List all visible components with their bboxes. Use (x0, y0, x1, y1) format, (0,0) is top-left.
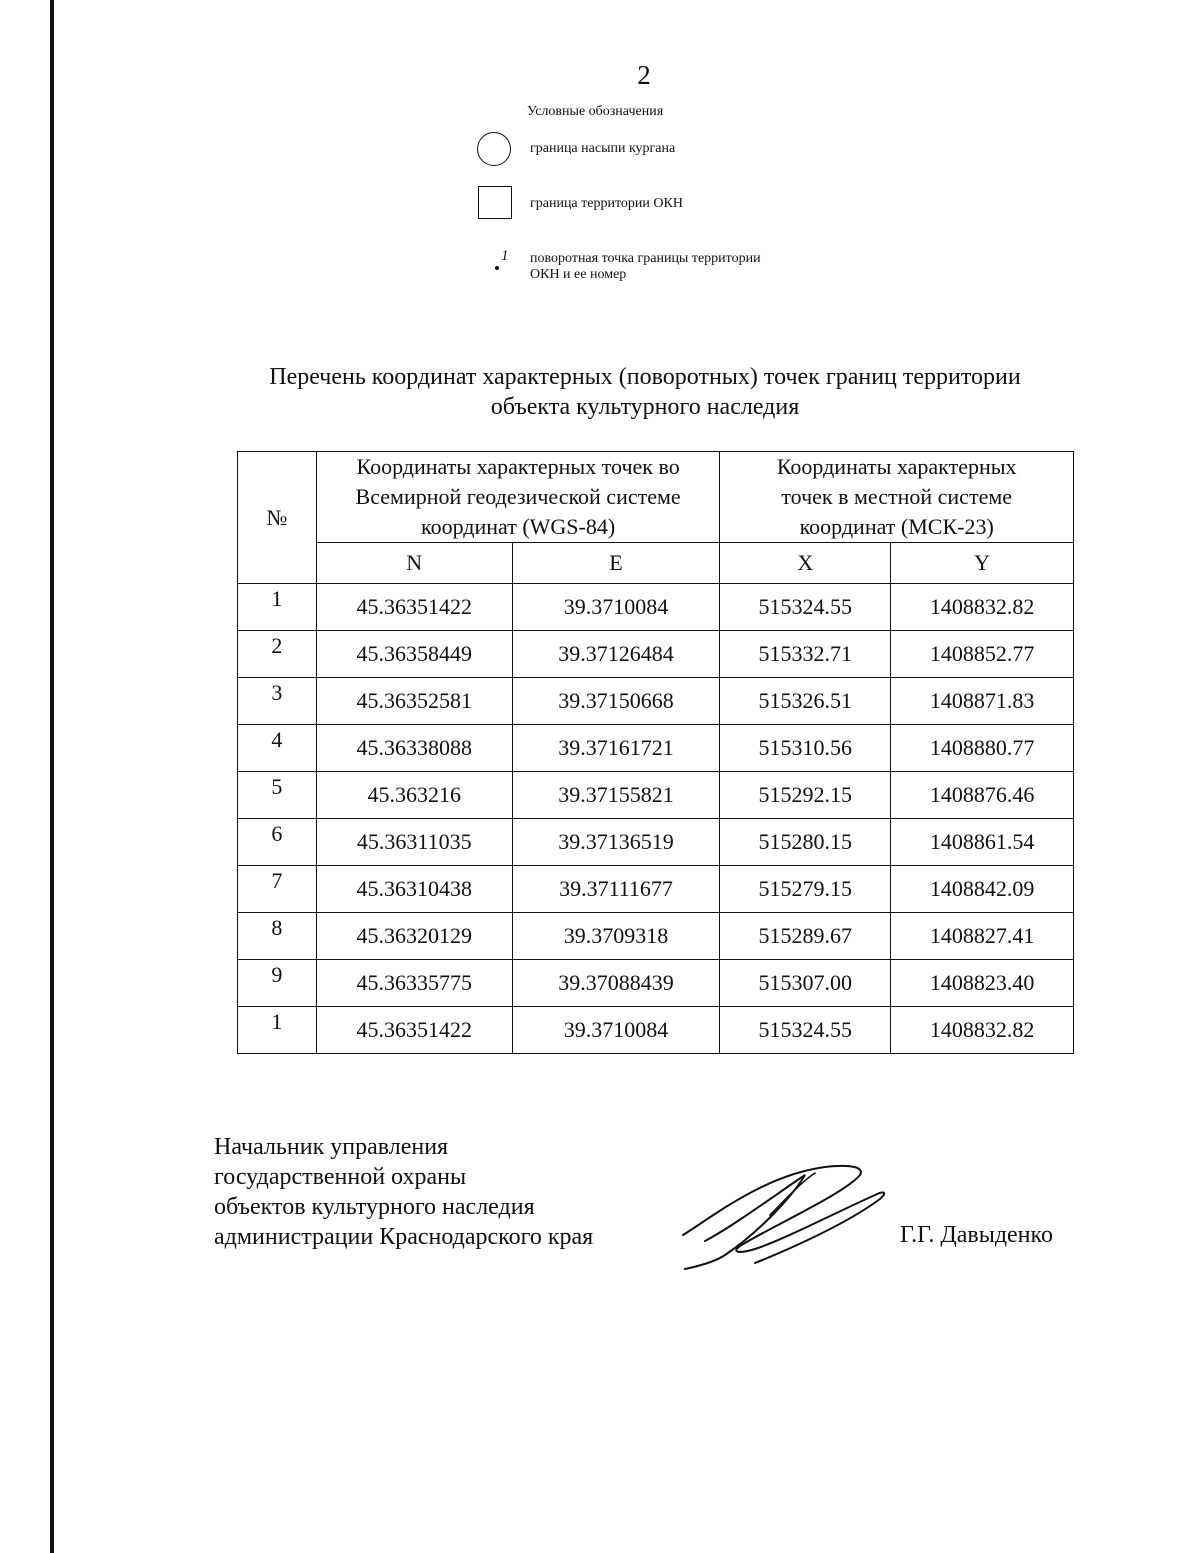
position-line: государственной охраны (214, 1164, 467, 1190)
cell-x: 515289.67 (720, 913, 891, 960)
table-row (238, 725, 1074, 772)
cell-number: 4 (238, 725, 317, 772)
cell-number: 7 (238, 866, 317, 913)
cell-e: 39.37136519 (512, 819, 720, 866)
table-row (238, 678, 1074, 725)
msk23-header (720, 452, 1074, 543)
cell-number: 1 (238, 1007, 317, 1054)
cell-y: 1408827.41 (891, 913, 1074, 960)
cell-x: 515332.71 (720, 631, 891, 678)
signer-name: Г.Г. Давыденко (900, 1222, 1053, 1248)
table-row (238, 819, 1074, 866)
table-row (238, 584, 1074, 631)
cell-e: 39.37155821 (512, 772, 720, 819)
cell-n: 45.36335775 (316, 960, 512, 1007)
title-line: объекта культурного наследия (490, 394, 800, 420)
title-line: Перечень координат характерных (поворотных) точек границ территории (269, 364, 1021, 390)
cell-e: 39.3710084 (512, 1007, 720, 1054)
cell-n: 45.36352581 (316, 678, 512, 725)
header-line: Всемирной геодезической системе (355, 484, 681, 509)
table-row (238, 772, 1074, 819)
cell-n: 45.36358449 (316, 631, 512, 678)
cell-n: 45.36310438 (316, 866, 512, 913)
cell-number: 8 (238, 913, 317, 960)
cell-n: 45.36351422 (316, 584, 512, 631)
page-number: 2 (637, 60, 651, 90)
cell-e: 39.37150668 (512, 678, 720, 725)
position-line: администрации Краснодарского края (214, 1224, 594, 1250)
page-left-border (50, 0, 54, 1553)
number-column-header: № (238, 452, 317, 584)
turning-point-dot (495, 266, 499, 270)
cell-y: 1408852.77 (891, 631, 1074, 678)
legend-title: Условные обозначения (527, 104, 664, 119)
column-header-n: N (316, 543, 512, 584)
cell-number: 5 (238, 772, 317, 819)
cell-x: 515279.15 (720, 866, 891, 913)
wgs84-header (316, 452, 720, 543)
table-row (238, 631, 1074, 678)
coordinates-table (237, 451, 1074, 1054)
header-line: координат (МСК-23) (799, 514, 994, 539)
column-header-e: E (512, 543, 720, 584)
cell-x: 515280.15 (720, 819, 891, 866)
handwritten-signature (675, 1155, 895, 1275)
circle-icon (477, 132, 511, 166)
legend-label-line: поворотная точка границы территории (530, 251, 761, 266)
position-line: Начальник управления (214, 1134, 449, 1160)
cell-number: 3 (238, 678, 317, 725)
cell-n: 45.36351422 (316, 1007, 512, 1054)
cell-e: 39.3710084 (512, 584, 720, 631)
legend-label: граница насыпи кургана (530, 141, 676, 156)
column-header-x: X (720, 543, 891, 584)
cell-e: 39.3709318 (512, 913, 720, 960)
cell-x: 515307.00 (720, 960, 891, 1007)
header-line: Координаты характерных (776, 454, 1017, 479)
table-row (238, 866, 1074, 913)
table-header-row (238, 452, 1074, 543)
cell-e: 39.37126484 (512, 631, 720, 678)
cell-e: 39.37088439 (512, 960, 720, 1007)
cell-y: 1408861.54 (891, 819, 1074, 866)
legend-label: граница территории ОКН (530, 196, 683, 211)
turning-point-number: 1 (501, 248, 509, 264)
header-line: точек в местной системе (781, 484, 1013, 509)
cell-x: 515310.56 (720, 725, 891, 772)
cell-y: 1408823.40 (891, 960, 1074, 1007)
table-subheader-row (238, 543, 1074, 584)
table-row (238, 960, 1074, 1007)
cell-e: 39.37161721 (512, 725, 720, 772)
legend-label-line: ОКН и ее номер (530, 267, 627, 282)
header-line: координат (WGS-84) (421, 514, 616, 539)
cell-n: 45.36320129 (316, 913, 512, 960)
document-title (160, 362, 1130, 422)
cell-x: 515324.55 (720, 584, 891, 631)
column-header-y: Y (891, 543, 1074, 584)
square-icon (478, 186, 512, 219)
header-line: Координаты характерных точек во (356, 454, 680, 479)
cell-n: 45.36338088 (316, 725, 512, 772)
cell-e: 39.37111677 (512, 866, 720, 913)
cell-number: 2 (238, 631, 317, 678)
cell-y: 1408842.09 (891, 866, 1074, 913)
cell-y: 1408880.77 (891, 725, 1074, 772)
cell-n: 45.363216 (316, 772, 512, 819)
cell-x: 515324.55 (720, 1007, 891, 1054)
cell-x: 515292.15 (720, 772, 891, 819)
cell-number: 9 (238, 960, 317, 1007)
turning-point-icon (470, 250, 510, 290)
signatory-position (214, 1132, 593, 1252)
cell-x: 515326.51 (720, 678, 891, 725)
cell-y: 1408832.82 (891, 1007, 1074, 1054)
cell-y: 1408832.82 (891, 584, 1074, 631)
cell-number: 6 (238, 819, 317, 866)
cell-number: 1 (238, 584, 317, 631)
table-row (238, 1007, 1074, 1054)
table-row (238, 913, 1074, 960)
legend-label (530, 251, 761, 283)
cell-y: 1408871.83 (891, 678, 1074, 725)
cell-n: 45.36311035 (316, 819, 512, 866)
cell-y: 1408876.46 (891, 772, 1074, 819)
position-line: объектов культурного наследия (214, 1194, 535, 1220)
